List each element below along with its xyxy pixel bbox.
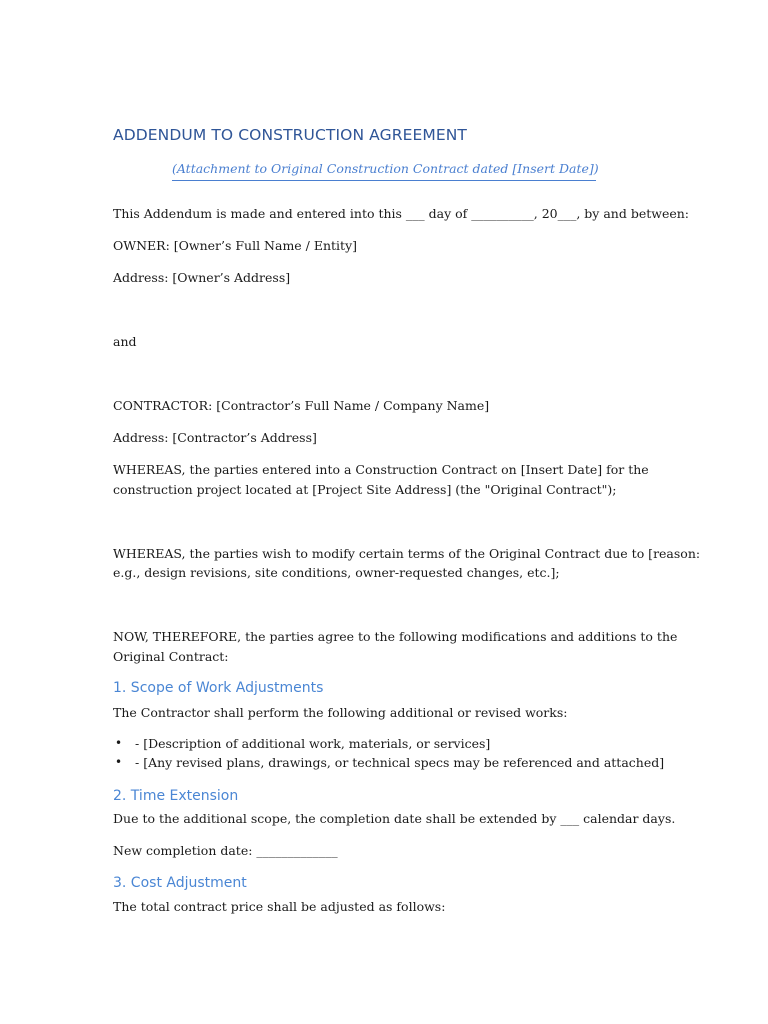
- time-extension-text: Due to the additional scope, the completion date shall be extended by ___ calendar days.: [113, 811, 676, 826]
- whereas-clause-2-line-1: WHEREAS, the parties wish to modify certain terms of the Original Contract due to [reason:: [113, 546, 701, 561]
- bullet-icon: •: [115, 755, 123, 769]
- document-subtitle: (Attachment to Original Construction Contract dated [Insert Date]): [172, 161, 596, 181]
- intro-paragraph: This Addendum is made and entered into this ___ day of __________, 20___, by and between:: [113, 206, 690, 221]
- scope-text: The Contractor shall perform the following additional or revised works:: [113, 705, 568, 720]
- now-therefore-line-1: NOW, THEREFORE, the parties agree to the following modifications and additions to the: [113, 629, 678, 644]
- whereas-clause-1-line-2: construction project located at [Project Site Address] (the "Original Contract");: [113, 482, 617, 497]
- owner-line: OWNER: [Owner’s Full Name / Entity]: [113, 238, 358, 253]
- and-separator: and: [113, 334, 137, 349]
- list-item: [113, 734, 664, 753]
- whereas-clause-2-line-2: e.g., design revisions, site conditions, owner-requested changes, etc.];: [113, 565, 560, 580]
- whereas-clause-1-line-1: WHEREAS, the parties entered into a Construction Contract on [Insert Date] for the: [113, 462, 649, 477]
- list-item: [113, 753, 664, 772]
- owner-address-line: Address: [Owner’s Address]: [113, 270, 291, 285]
- list-item-text: - [Description of additional work, materials, or services]: [135, 736, 491, 751]
- scope-bullet-list: [113, 734, 664, 772]
- new-completion-date-line: New completion date: _____________: [113, 843, 338, 858]
- contractor-address-line: Address: [Contractor’s Address]: [113, 430, 317, 445]
- list-item-text: - [Any revised plans, drawings, or technical specs may be referenced and attached]: [135, 755, 665, 770]
- section-heading-scope: 1. Scope of Work Adjustments: [113, 680, 324, 696]
- now-therefore-line-2: Original Contract:: [113, 649, 229, 664]
- cost-adjustment-text: The total contract price shall be adjusted as follows:: [113, 899, 446, 914]
- section-heading-cost-adjustment: 3. Cost Adjustment: [113, 875, 247, 891]
- section-heading-time-extension: 2. Time Extension: [113, 788, 239, 804]
- document-title: ADDENDUM TO CONSTRUCTION AGREEMENT: [113, 126, 467, 144]
- contractor-line: CONTRACTOR: [Contractor’s Full Name / Company Name]: [113, 398, 490, 413]
- bullet-icon: •: [115, 736, 123, 750]
